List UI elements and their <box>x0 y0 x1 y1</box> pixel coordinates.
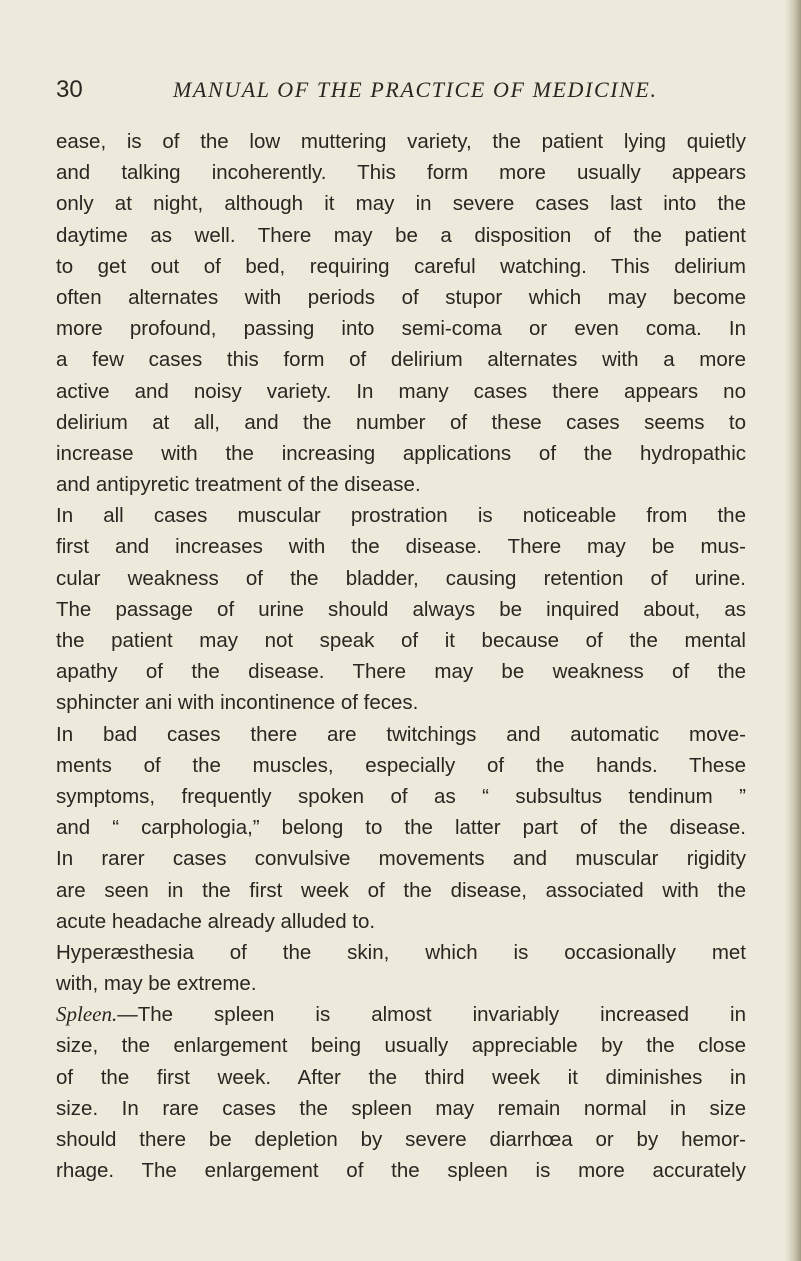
spleen-paragraph-first-line <box>56 999 746 1030</box>
text-line: only at night, although it may in severe cases last into the <box>56 192 746 216</box>
text-line: and antipyretic treatment of the disease. <box>56 473 421 497</box>
text-line: are seen in the first week of the disease, associated with the <box>56 878 746 902</box>
text-line: the patient may not speak of it because of the mental <box>56 629 746 652</box>
text-line: more profound, passing into semi-coma or even coma. In <box>56 317 746 341</box>
text-line: Hyperæsthesia of the skin, which is occasionally met <box>56 940 746 964</box>
page-edge-shadow <box>785 0 801 1261</box>
text-line: should there be depletion by severe diarrhœa or by hemor- <box>56 1128 746 1151</box>
text-line: size, the enlargement being usually appreciable by the close <box>56 1034 746 1058</box>
text-line: often alternates with periods of stupor which may become <box>56 285 746 309</box>
text-line: rhage. The enlargement of the spleen is more accurately <box>56 1159 746 1183</box>
text-line: increase with the increasing applications of the hydropathic <box>56 441 746 465</box>
running-title: MANUAL OF THE PRACTICE OF MEDICINE. <box>173 77 658 102</box>
text-line: cular weakness of the bladder, causing retention of urine. <box>56 566 746 590</box>
running-head <box>56 74 756 110</box>
text-line: of the first week. After the third week it diminishes in <box>56 1065 746 1089</box>
text-line: with, may be extreme. <box>56 972 257 996</box>
text-line: ments of the muscles, especially of the hands. These <box>56 753 746 777</box>
text-line: acute headache already alluded to. <box>56 909 376 933</box>
text-line: apathy of the disease. There may be weakness of the <box>56 660 746 684</box>
spleen-first-line-text: —The spleen is almost invariably increased in <box>117 1003 746 1027</box>
spleen-heading: Spleen. <box>56 1002 118 1027</box>
text-line: first and increases with the disease. There may be mus- <box>56 535 746 559</box>
text-line: ease, is of the low muttering variety, the patient lying quietly <box>56 130 746 153</box>
text-line: symptoms, frequently spoken of as “ subsultus tendinum ” <box>56 784 746 808</box>
text-line: active and noisy variety. In many cases there appears no <box>56 379 746 403</box>
text-line: The passage of urine should always be inquired about, as <box>56 597 746 621</box>
text-line: In all cases muscular prostration is noticeable from the <box>56 504 746 528</box>
page-number: 30 <box>56 76 83 103</box>
text-line: sphincter ani with incontinence of feces. <box>56 691 419 715</box>
text-line: size. In rare cases the spleen may remain normal in size <box>56 1096 746 1120</box>
text-line: daytime as well. There may be a disposition of the patient <box>56 223 746 247</box>
body-text <box>56 126 746 1186</box>
text-line: and talking incoherently. This form more usually appears <box>56 161 746 185</box>
text-line: In bad cases there are twitchings and automatic move- <box>56 722 746 746</box>
text-line: delirium at all, and the number of these cases seems to <box>56 410 746 434</box>
text-line: In rarer cases convulsive movements and muscular rigidity <box>56 847 746 871</box>
text-line: to get out of bed, requiring careful watching. This delirium <box>56 254 746 278</box>
text-line: and “ carphologia,” belong to the latter part of the disease. <box>56 816 746 840</box>
text-line: a few cases this form of delirium alternates with a more <box>56 348 746 372</box>
